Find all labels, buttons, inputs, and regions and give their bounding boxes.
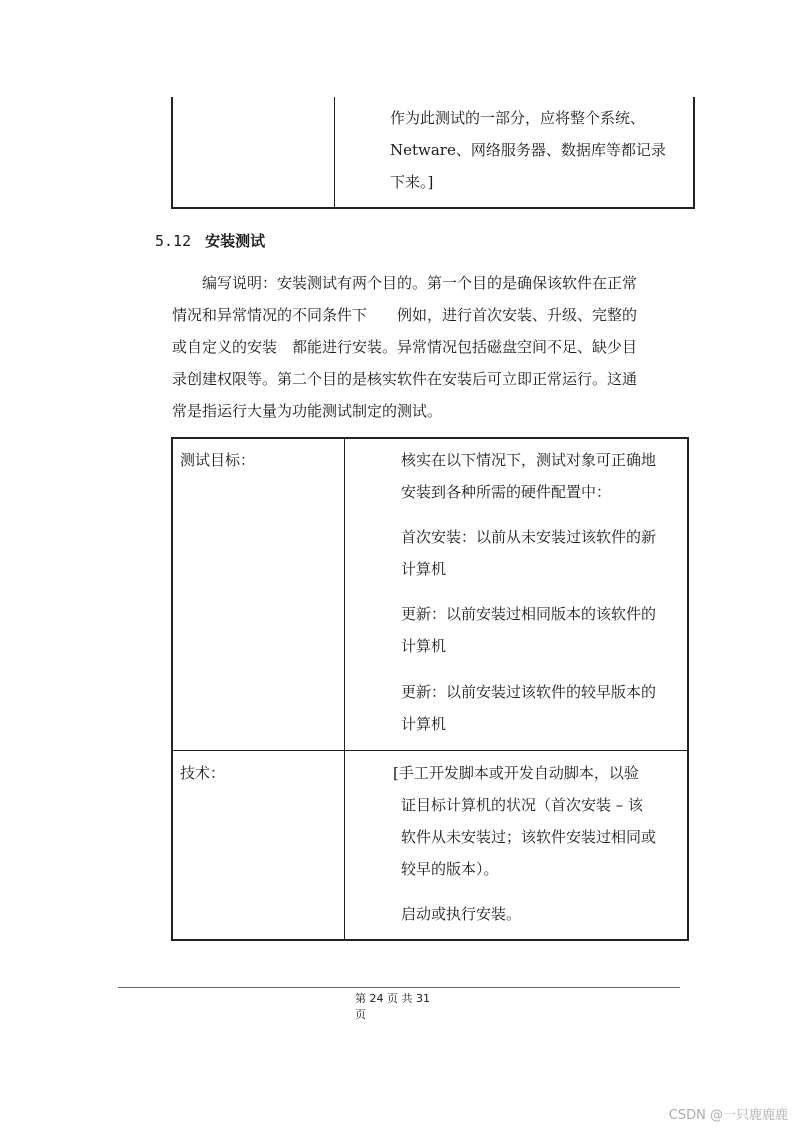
description-line-1: 编写说明：安装测试有两个目的。第一个目的是确保该软件在正常 bbox=[202, 274, 638, 292]
row1-line-6: 计算机 bbox=[401, 637, 447, 655]
description-line-3: 或自定义的安装 都能进行安装。异常情况包括磁盘空间不足、缺少目 bbox=[172, 338, 638, 356]
main-table-left-border bbox=[171, 437, 173, 941]
top-table-right-border bbox=[693, 97, 695, 209]
row1-line-2: 安装到各种所需的硬件配置中： bbox=[401, 483, 612, 501]
row2-line-4: 较早的版本）。 bbox=[401, 860, 499, 878]
main-table-mid-border bbox=[344, 437, 345, 941]
top-table-mid-border bbox=[334, 97, 335, 209]
description-line-2: 情况和异常情况的不同条件下 例如，进行首次安装、升级、完整的 bbox=[172, 306, 638, 324]
top-table-line-2: Netware、网络服务器、数据库等都记录 bbox=[390, 141, 666, 159]
row1-line-8: 计算机 bbox=[401, 715, 447, 733]
main-table-bottom-border bbox=[171, 939, 689, 941]
row2-line-1: [手工开发脚本或开发自动脚本，以验 bbox=[393, 764, 639, 782]
section-number: 5.12 bbox=[155, 232, 192, 250]
footer-rule bbox=[118, 987, 680, 988]
csdn-watermark: CSDN @一只鹿鹿鹿 bbox=[668, 1108, 788, 1123]
description-line-5: 常是指运行大量为功能测试制定的测试。 bbox=[172, 402, 443, 420]
main-table-row-divider bbox=[171, 750, 689, 751]
row2-line-2: 证目标计算机的状况（首次安装 – 该 bbox=[401, 796, 644, 814]
main-table-top-border bbox=[171, 437, 689, 439]
section-heading bbox=[155, 228, 265, 254]
row-label-test-objective: 测试目标： bbox=[180, 451, 256, 469]
description-line-4: 录创建权限等。第二个目的是核实软件在安装后可立即正常运行。这通 bbox=[172, 370, 638, 388]
section-title: 安装测试 bbox=[205, 232, 266, 250]
top-table-line-3: 下来。] bbox=[390, 173, 434, 191]
row2-line-5: 启动或执行安装。 bbox=[401, 905, 522, 923]
page-number-line-1: 第 24 页 共 31 bbox=[355, 992, 430, 1005]
top-table-left-border bbox=[171, 97, 173, 209]
row1-line-3: 首次安装：以前从未安装过该软件的新 bbox=[401, 528, 657, 546]
top-table-bottom-border bbox=[171, 207, 695, 209]
row-label-technique: 技术： bbox=[180, 764, 226, 782]
main-table-right-border bbox=[687, 437, 689, 941]
top-table-line-1: 作为此测试的一部分，应将整个系统、 bbox=[390, 109, 646, 127]
page-number-line-2: 页 bbox=[355, 1008, 366, 1021]
row2-line-3: 软件从未安装过；该软件安装过相同或 bbox=[401, 828, 657, 846]
row1-line-7: 更新：以前安装过该软件的较早版本的 bbox=[401, 683, 657, 701]
row1-line-1: 核实在以下情况下，测试对象可正确地 bbox=[401, 451, 657, 469]
row1-line-4: 计算机 bbox=[401, 560, 447, 578]
row1-line-5: 更新：以前安装过相同版本的该软件的 bbox=[401, 605, 657, 623]
